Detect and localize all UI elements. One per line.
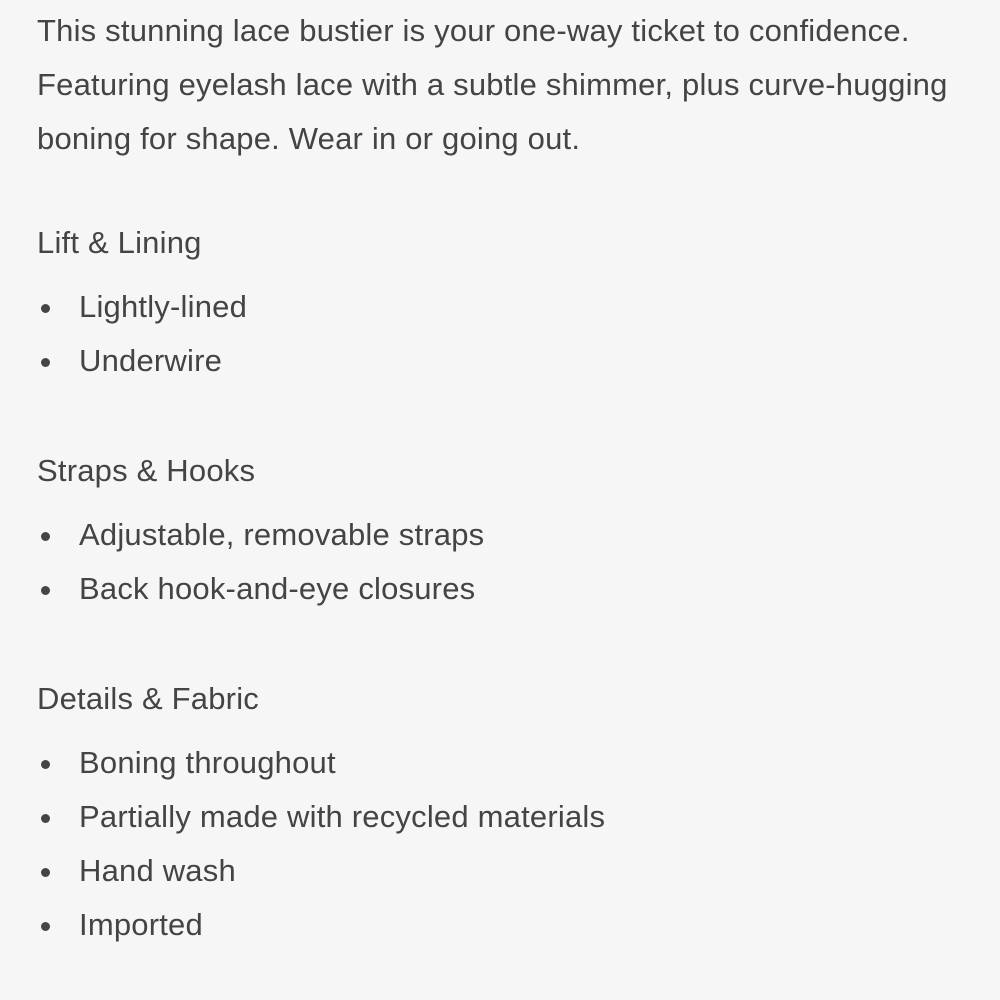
bullet-icon: [41, 814, 50, 823]
bullet-icon: [41, 760, 50, 769]
bullet-icon: [41, 358, 50, 367]
list-item-label: Boning throughout: [79, 745, 336, 780]
list-item: [37, 844, 970, 898]
list-item-label: Lightly-lined: [79, 289, 248, 324]
list-item: [37, 562, 970, 616]
feature-list: [37, 508, 970, 616]
bullet-icon: [41, 304, 50, 313]
list-item-label: Hand wash: [79, 853, 236, 888]
list-item: [37, 736, 970, 790]
section-title: Straps & Hooks: [37, 453, 256, 488]
list-item-label: Underwire: [79, 343, 223, 378]
bullet-icon: [41, 532, 50, 541]
list-item: [37, 334, 970, 388]
section-title: Lift & Lining: [37, 225, 202, 260]
list-item: [37, 898, 970, 952]
section-straps-hooks: [37, 444, 970, 616]
list-item-label: Back hook-and-eye closures: [79, 571, 476, 606]
feature-list: [37, 736, 970, 952]
bullet-icon: [41, 922, 50, 931]
bullet-icon: [41, 586, 50, 595]
feature-list: [37, 280, 970, 388]
list-item: [37, 790, 970, 844]
section-lift-lining: [37, 216, 970, 388]
list-item: [37, 508, 970, 562]
section-details-fabric: [37, 672, 970, 952]
list-item-label: Imported: [79, 907, 203, 942]
list-item-label: Adjustable, removable straps: [79, 517, 485, 552]
list-item-label: Partially made with recycled materials: [79, 799, 606, 834]
list-item: [37, 280, 970, 334]
product-description: This stunning lace bustier is your one-way ticket to confidence. Featuring eyelash lace with a subtle shimmer, plus curve-hugging boning for shape. Wear in or going out.: [37, 13, 948, 156]
section-title: Details & Fabric: [37, 681, 259, 716]
bullet-icon: [41, 868, 50, 877]
